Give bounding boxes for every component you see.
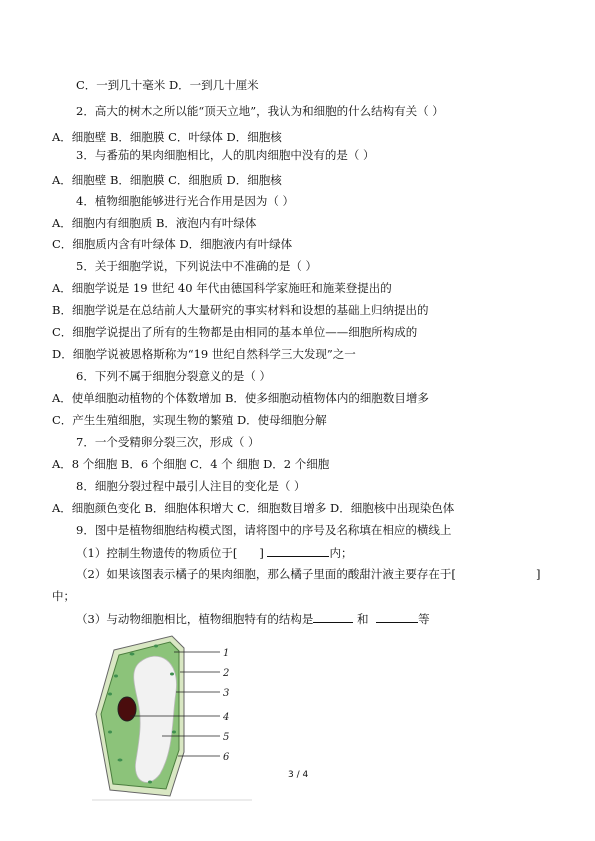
- q9-part1-prefix: （1）控制生物遗传的物质位于[: [76, 546, 238, 560]
- figure-label-4: 4: [223, 712, 230, 723]
- q9-part1-blank[interactable]: [267, 544, 329, 557]
- q4-options-cd: C．细胞质内含有叶绿体 D．细胞液内有叶绿体: [52, 237, 293, 251]
- figure-labels: [222, 648, 230, 763]
- q5-option-b: B．细胞学说是在总结前人大量研究的事实材料和设想的基础上归纳提出的: [52, 303, 429, 317]
- q9-part3-blank-1[interactable]: [313, 610, 353, 623]
- q9-part2-bracket: ]: [536, 567, 541, 581]
- q1-options-cd: C．一到几十毫米 D．一到几十厘米: [76, 78, 259, 92]
- q7-stem: 7．一个受精卵分裂三次，形成（ ）: [76, 435, 260, 449]
- q8-options: A．细胞颜色变化 B．细胞体积增大 C．细胞数目增多 D．细胞核中出现染色体: [52, 501, 455, 515]
- q5-option-a: A．细胞学说是 19 世纪 40 年代由德国科学家施旺和施莱登提出的: [52, 281, 392, 295]
- q2-options: A．细胞壁 B．细胞膜 C．叶绿体 D．细胞核: [52, 130, 282, 144]
- q8-stem: 8．细胞分裂过程中最引人注目的变化是（ ）: [76, 479, 306, 493]
- q3-options: A．细胞壁 B．细胞膜 C．细胞质 D．细胞核: [52, 173, 282, 187]
- q6-options-cd: C．产生生殖细胞，实现生物的繁殖 D．使母细胞分解: [52, 413, 327, 427]
- plant-cell-diagram: [92, 632, 262, 802]
- nucleus-shape: [118, 697, 136, 721]
- q2-stem: 2．高大的树木之所以能“顶天立地”，我认为和细胞的什么结构有关（ ）: [76, 104, 444, 118]
- q9-part1-mid: ]: [259, 546, 264, 560]
- chloroplast: [108, 693, 112, 696]
- q9-part3-and: 和: [356, 612, 369, 626]
- chloroplast: [148, 781, 152, 784]
- figure-label-5: 5: [223, 732, 230, 743]
- figure-label-6: 6: [223, 752, 230, 763]
- chloroplast: [154, 645, 158, 648]
- chloroplast: [130, 653, 135, 656]
- figure-label-3: 3: [223, 688, 230, 699]
- q5-stem: 5．关于细胞学说，下列说法中不准确的是（ ）: [76, 259, 317, 273]
- q9-stem: 9．图中是植物细胞结构模式图，请将图中的序号及名称填在相应的横线上: [76, 523, 452, 537]
- figure-label-2: 2: [223, 668, 230, 679]
- q6-stem: 6．下列不属于细胞分裂意义的是（ ）: [76, 369, 271, 383]
- plant-cell-figure: [92, 632, 262, 802]
- q9-part1-suffix: 内；: [329, 546, 353, 560]
- q6-options-ab: A．使单细胞动植物的个体数增加 B．使多细胞动植物体内的细胞数目增多: [52, 391, 429, 405]
- chloroplast: [170, 673, 174, 676]
- q9-part1: [76, 544, 352, 561]
- page-number: 3 / 4: [288, 770, 309, 780]
- q5-option-d: D．细胞学说被恩格斯称为“19 世纪自然科学三大发现”之一: [52, 347, 356, 361]
- figure-label-1: 1: [223, 648, 230, 659]
- q9-part3-prefix: （3）与动物细胞相比，植物细胞特有的结构是: [76, 612, 314, 626]
- q4-options-ab: A．细胞内有细胞质 B．液泡内有叶绿体: [52, 216, 257, 230]
- q9-part3-suffix: 等: [418, 612, 430, 626]
- q3-stem: 3．与番茄的果肉细胞相比，人的肌肉细胞中没有的是（ ）: [76, 148, 375, 162]
- q9-part2: [76, 566, 456, 582]
- q9-part2-prefix: （2）如果该图表示橘子的果肉细胞，那么橘子里面的酸甜汁液主要存在于[: [76, 567, 456, 581]
- chloroplast: [172, 731, 176, 734]
- q9-part3-blank-2[interactable]: [376, 610, 418, 623]
- q9-part2-tail: 中；: [52, 589, 75, 603]
- chloroplast: [118, 759, 123, 762]
- q5-option-c: C．细胞学说提出了所有的生物都是由相同的基本单位——细胞所构成的: [52, 325, 418, 339]
- chloroplast: [114, 675, 118, 678]
- q4-stem: 4．植物细胞能够进行光合作用是因为（ ）: [76, 194, 294, 208]
- q7-options: A．8 个细胞 B．6 个细胞 C．4 个 细胞 D．2 个细胞: [52, 457, 330, 471]
- q9-part3: [76, 610, 430, 627]
- chloroplast: [108, 731, 112, 734]
